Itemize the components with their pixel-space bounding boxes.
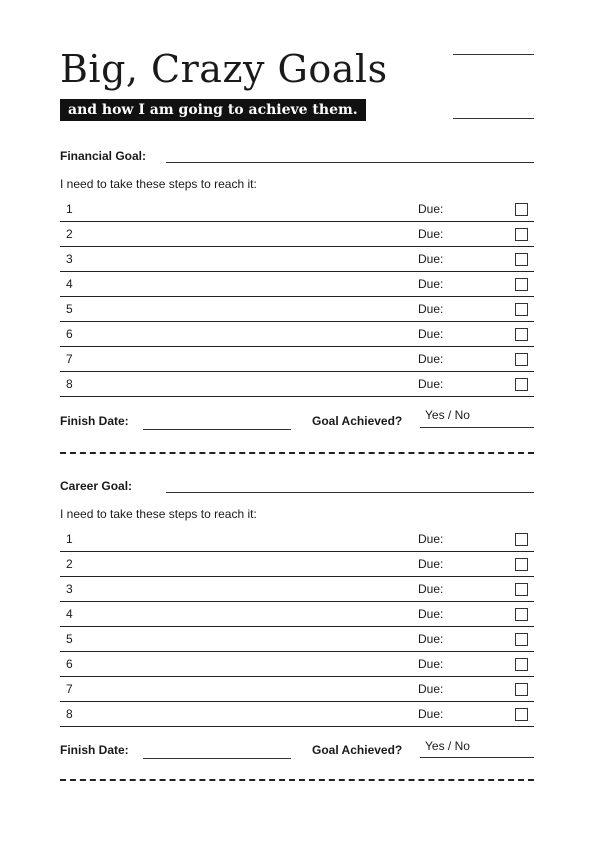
step-checkbox[interactable] [515,378,528,391]
step-number: 4 [66,277,73,291]
step-due-label: Due: [418,252,444,266]
step-checkbox[interactable] [515,228,528,241]
goal-label: Career Goal: [60,479,133,493]
step-due-label: Due: [418,352,444,366]
step-checkbox[interactable] [515,583,528,596]
steps-list [60,527,534,727]
finish-date-label: Finish Date: [60,414,129,428]
finish-date-input-line[interactable] [143,429,291,430]
section-divider [60,452,534,454]
goal-achieved-input-line[interactable] [420,757,534,758]
step-number: 7 [66,682,73,696]
step-row [60,222,534,247]
step-number: 6 [66,327,73,341]
step-row [60,247,534,272]
step-checkbox[interactable] [515,708,528,721]
step-due-label: Due: [418,227,444,241]
goal-achieved-value[interactable]: Yes / No [425,408,470,422]
step-number: 4 [66,607,73,621]
step-number: 3 [66,252,73,266]
step-number: 3 [66,582,73,596]
finish-date-label: Finish Date: [60,743,129,757]
step-due-label: Due: [418,682,444,696]
step-checkbox[interactable] [515,558,528,571]
step-checkbox[interactable] [515,658,528,671]
goal-input-line[interactable] [166,492,534,493]
step-due-label: Due: [418,302,444,316]
step-row [60,552,534,577]
step-number: 7 [66,352,73,366]
step-row [60,197,534,222]
step-due-label: Due: [418,707,444,721]
step-due-label: Due: [418,532,444,546]
step-row [60,702,534,727]
goal-achieved-label: Goal Achieved? [312,414,403,428]
step-row [60,297,534,322]
step-number: 1 [66,532,73,546]
goal-label: Financial Goal: [60,149,147,163]
step-checkbox[interactable] [515,353,528,366]
section-divider [60,779,534,781]
step-row [60,577,534,602]
step-row [60,652,534,677]
step-number: 2 [66,557,73,571]
steps-intro: I need to take these steps to reach it: [60,177,257,191]
step-number: 8 [66,707,73,721]
goal-input-line[interactable] [166,162,534,163]
step-due-label: Due: [418,202,444,216]
header-blank-line-bottom[interactable] [453,118,534,119]
step-due-label: Due: [418,277,444,291]
step-checkbox[interactable] [515,608,528,621]
finish-date-input-line[interactable] [143,758,291,759]
step-due-label: Due: [418,632,444,646]
step-row [60,527,534,552]
step-due-label: Due: [418,557,444,571]
step-checkbox[interactable] [515,683,528,696]
step-checkbox[interactable] [515,303,528,316]
header-blank-line-top[interactable] [453,54,534,55]
step-due-label: Due: [418,327,444,341]
goal-achieved-label: Goal Achieved? [312,743,403,757]
page-title: Big, Crazy Goals [60,47,388,91]
page-subtitle: and how I am going to achieve them. [60,99,366,121]
goal-achieved-value[interactable]: Yes / No [425,739,470,753]
step-row [60,272,534,297]
step-number: 1 [66,202,73,216]
step-checkbox[interactable] [515,633,528,646]
step-due-label: Due: [418,582,444,596]
step-number: 8 [66,377,73,391]
step-checkbox[interactable] [515,253,528,266]
step-number: 2 [66,227,73,241]
step-checkbox[interactable] [515,328,528,341]
step-row [60,602,534,627]
step-row [60,372,534,397]
step-row [60,322,534,347]
step-row [60,347,534,372]
steps-intro: I need to take these steps to reach it: [60,507,257,521]
step-number: 5 [66,302,73,316]
step-checkbox[interactable] [515,533,528,546]
step-due-label: Due: [418,377,444,391]
step-number: 5 [66,632,73,646]
step-due-label: Due: [418,607,444,621]
step-row [60,677,534,702]
goal-achieved-input-line[interactable] [420,427,534,428]
step-number: 6 [66,657,73,671]
step-checkbox[interactable] [515,203,528,216]
steps-list [60,197,534,397]
step-due-label: Due: [418,657,444,671]
step-checkbox[interactable] [515,278,528,291]
step-row [60,627,534,652]
